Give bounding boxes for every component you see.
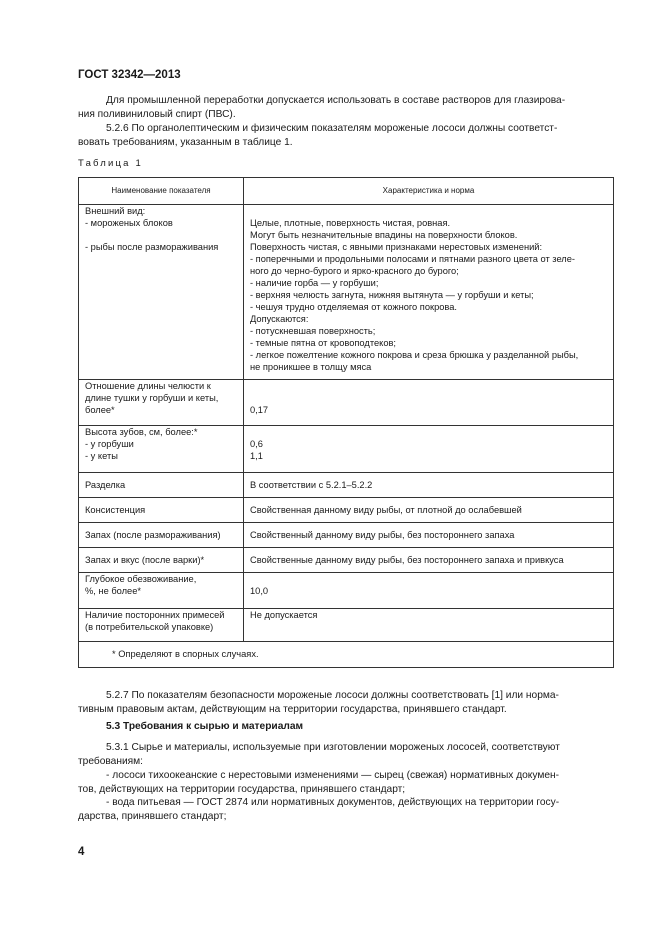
table-row-cutting	[79, 473, 614, 498]
norm-cell: 10,0	[244, 573, 614, 609]
indicator-cell: Глубокое обезвоживание, %, не более*	[79, 573, 244, 609]
text-line: Для промышленной переработки допускается использовать в составе растворов для глазирова-	[106, 95, 566, 106]
table-row-taste	[79, 548, 614, 573]
norm-cell: Целые, плотные, поверхность чистая, ровная. Могут быть незначительные впадины на поверхности блоков. Поверхность чистая, с явными признаками нерестовых изменений: - поперечными и продольными полосами и пятнами разного цвета от зеле- ного до черно-бурого и ярко-красного до бурого; - наличие горба — у горбуши; - верхняя челюсть загнута, нижняя вытянута — у горбуши и кеты; - чешуя трудно отделяемая от кожного покрова. Допускаются: - потускневшая поверхность; - темные пятна от кровоподтеков; - легкое пожелтение кожного покрова и среза брюшка у разделанной рыбы, не проникшее в толщу мяса	[244, 205, 614, 380]
table-caption: Таблица 1	[78, 158, 143, 169]
text-line: ния поливиниловый спирт (ПВС).	[78, 109, 236, 120]
norm-cell: 0,17	[244, 380, 614, 426]
norm-cell: В соответствии с 5.2.1–5.2.2	[244, 473, 614, 498]
indicator-cell: Наличие посторонних примесей (в потребительской упаковке)	[79, 609, 244, 642]
norm-cell: Свойственные данному виду рыбы, без постороннего запаха и привкуса	[244, 548, 614, 573]
norm-cell: Свойственный данному виду рыбы, без постороннего запаха	[244, 523, 614, 548]
text-line: 5.2.7 По показателям безопасности мороженые лососи должны соответствовать [1] или норма-	[106, 690, 559, 701]
table-row-impurities	[79, 609, 614, 642]
table-row-jaw-ratio	[79, 380, 614, 426]
indicator-cell: Высота зубов, см, более:* - у горбуши - у кеты	[79, 426, 244, 473]
column-header-indicator: Наименование показателя	[79, 178, 244, 205]
table-row-smell	[79, 523, 614, 548]
indicator-cell: Внешний вид: - мороженых блоков - рыбы после размораживания	[79, 205, 244, 380]
table-footnote-row	[79, 642, 614, 668]
text-line: тивным правовым актам, действующим на территории государства, принявшего стандарт.	[78, 704, 507, 715]
table-row-consistency	[79, 498, 614, 523]
text-line: тов, действующих на территории государства, принявшего стандарт;	[78, 784, 406, 795]
column-header-norm: Характеристика и норма	[244, 178, 614, 205]
indicator-cell: Разделка	[79, 473, 244, 498]
indicator-cell: Отношение длины челюсти к длине тушки у горбуши и кеты, более*	[79, 380, 244, 426]
document-header: ГОСТ 32342—2013	[78, 69, 181, 81]
norm-cell: 0,6 1,1	[244, 426, 614, 473]
list-item-salmon	[78, 769, 614, 797]
section-heading-5-3: 5.3 Требования к сырью и материалам	[106, 721, 304, 732]
text-line: 5.3.1 Сырье и материалы, используемые при изготовлении мороженых лососей, соответствуют	[106, 742, 560, 753]
text-line: 5.2.6 По органолептическим и физическим показателям мороженые лососи должны соответст-	[106, 123, 558, 134]
indicator-cell: Запах (после размораживания)	[79, 523, 244, 548]
text-line: - вода питьевая — ГОСТ 2874 или нормативных документов, действующих на территории госу-	[106, 797, 560, 808]
list-item-water	[78, 796, 614, 824]
table-footnote: * Определяют в спорных случаях.	[79, 642, 614, 668]
clause-5-2-7	[78, 689, 614, 717]
intro-paragraph	[78, 94, 614, 122]
table-header-row	[79, 178, 614, 205]
text-line: - лососи тихоокеанские с нерестовыми изменениями — сырец (свежая) нормативных докумен-	[106, 770, 560, 781]
norm-cell: Не допускается	[244, 609, 614, 642]
text-line: требованиям:	[78, 756, 144, 767]
table-row-dehydration	[79, 573, 614, 609]
clause-5-2-6	[78, 122, 614, 150]
requirements-table	[78, 177, 614, 668]
table-row-appearance	[79, 205, 614, 380]
clause-5-3-1	[78, 741, 614, 769]
indicator-cell: Консистенция	[79, 498, 244, 523]
page-number: 4	[78, 846, 85, 858]
indicator-cell: Запах и вкус (после варки)*	[79, 548, 244, 573]
norm-cell: Свойственная данному виду рыбы, от плотной до ослабевшей	[244, 498, 614, 523]
text-line: вовать требованиям, указанным в таблице 1.	[78, 137, 293, 148]
table-row-teeth-height	[79, 426, 614, 473]
text-line: дарства, принявшего стандарт;	[78, 811, 227, 822]
